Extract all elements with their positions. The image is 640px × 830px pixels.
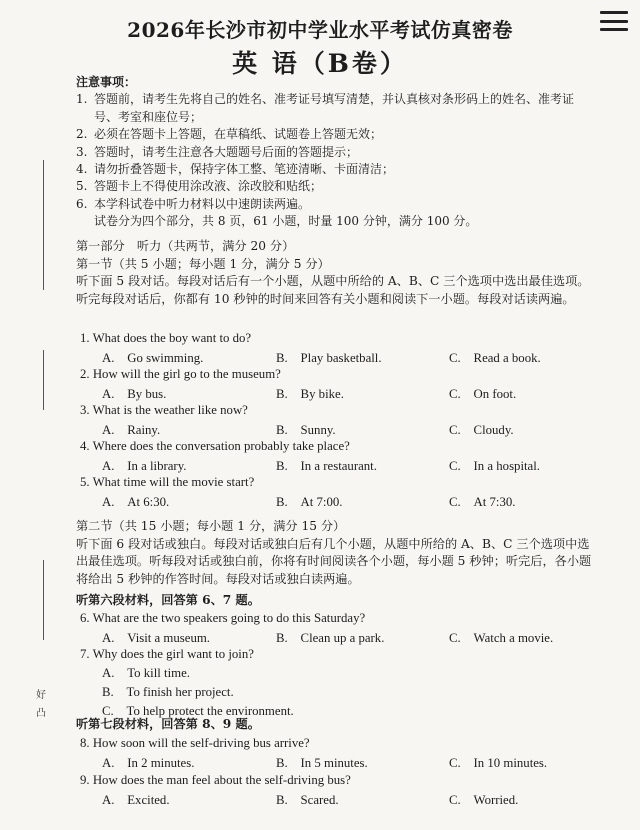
option-c[interactable]: C. Read a book. <box>449 351 541 365</box>
question-options <box>80 386 580 403</box>
option-a[interactable]: A. To kill time. <box>102 666 190 680</box>
option-b[interactable]: B. At 7:00. <box>276 495 343 509</box>
option-c[interactable]: C. To help protect the environment. <box>102 704 294 718</box>
note-text: 必须在答题卡上答题，在草稿纸、试题卷上答题无效； <box>94 127 383 142</box>
question-options <box>80 350 580 367</box>
question-stem: 5. What time will the movie start? <box>80 475 255 489</box>
section2-title: 第二节（共 15 小题；每小题 1 分，满分 15 分） <box>76 519 346 533</box>
option-b[interactable]: B. Play basketball. <box>276 351 382 365</box>
note-item <box>76 178 591 195</box>
part1-header <box>76 238 596 308</box>
binding-mark: 凸 <box>36 708 46 719</box>
option-c[interactable]: C. Cloudy. <box>449 423 514 437</box>
question-2 <box>80 366 580 403</box>
option-a[interactable]: A. Visit a museum. <box>102 631 210 645</box>
option-a[interactable]: A. Rainy. <box>102 423 161 437</box>
option-a[interactable]: A. Go swimming. <box>102 351 204 365</box>
section2-instructions: 听下面 6 段对话或独白。每段对话或独白后有几个小题，从题中所给的 A、B、C 三个选项中选出最佳选项。听每段对话或独白前，你将有时间阅读各个小题，每小题 5 秒钟；听完后，各小题将给出 5 秒钟的作答时间。每段对话或独白读两遍。 <box>76 536 592 586</box>
note-number: 5. <box>76 179 88 194</box>
question-stem: 9. How does the man feel about the self-driving bus? <box>80 773 351 787</box>
section1-instructions: 听下面 5 段对话。每段对话后有一个小题，从题中所给的 A、B、C 三个选项中选出最佳选项。听完每段对话后，你都有 10 秒钟的时间来回答有关小题和阅读下一小题。每段对话读两遍。 <box>76 274 590 306</box>
option-c[interactable]: C. At 7:30. <box>449 495 516 509</box>
question-9 <box>80 772 580 809</box>
question-stem: 3. What is the weather like now? <box>80 403 248 417</box>
notes-block <box>76 74 591 231</box>
section1-title: 第一节（共 5 小题；每小题 1 分，满分 5 分） <box>76 256 330 271</box>
note-item <box>76 161 591 178</box>
question-stem: 7. Why does the girl want to join? <box>80 647 254 661</box>
notes-heading: 注意事项： <box>76 75 137 89</box>
option-a[interactable]: A. Excited. <box>102 793 170 807</box>
option-a[interactable]: A. By bus. <box>102 387 167 401</box>
binding-line <box>43 350 44 410</box>
option-c[interactable]: C. In a hospital. <box>449 459 540 473</box>
exam-summary: 试卷分为四个部分，共 8 页，61 小题，时量 100 分钟，满分 100 分。 <box>94 214 478 229</box>
section2-header <box>76 518 596 588</box>
option-a[interactable]: A. In a library. <box>102 459 187 473</box>
option-b[interactable]: B. Scared. <box>276 793 339 807</box>
note-text: 本学科试卷中听力材料以中速朗读两遍。 <box>94 196 311 211</box>
question-options <box>80 630 580 647</box>
note-item <box>76 126 591 143</box>
question-stem: 1. What does the boy want to do? <box>80 331 252 345</box>
binding-line <box>43 560 44 640</box>
option-b[interactable]: B. To finish her project. <box>102 685 234 699</box>
option-a[interactable]: A. At 6:30. <box>102 495 170 509</box>
question-1 <box>80 330 580 367</box>
binding-mark: 好 <box>36 690 46 701</box>
question-options <box>80 755 580 772</box>
question-options <box>80 422 580 439</box>
option-b[interactable]: B. Clean up a park. <box>276 631 385 645</box>
question-options <box>80 792 580 809</box>
question-3 <box>80 402 580 439</box>
question-stem: 2. How will the girl go to the museum? <box>80 367 281 381</box>
option-b[interactable]: B. In a restaurant. <box>276 459 377 473</box>
question-options <box>80 494 580 511</box>
note-text: 答题卡上不得使用涂改液、涂改胶和贴纸； <box>94 179 323 194</box>
question-5 <box>80 474 580 511</box>
note-number: 4. <box>76 162 88 177</box>
option-c[interactable]: C. On foot. <box>449 387 517 401</box>
binding-line <box>43 160 44 290</box>
material-6-heading: 听第六段材料，回答第 6、7 题。 <box>76 593 260 607</box>
question-6 <box>80 610 580 647</box>
question-7 <box>80 646 580 720</box>
option-a[interactable]: A. In 2 minutes. <box>102 756 195 770</box>
question-stem: 6. What are the two speakers going to do this Saturday? <box>80 611 366 625</box>
note-item <box>76 196 591 213</box>
option-b[interactable]: B. In 5 minutes. <box>276 756 368 770</box>
question-4 <box>80 438 580 475</box>
option-c[interactable]: C. Watch a movie. <box>449 631 554 645</box>
note-number: 3. <box>76 144 88 159</box>
question-options <box>80 458 580 475</box>
note-text: 答题前，请考生先将自己的姓名、准考证号填写清楚，并认真核对条形码上的姓名、准考证号、考室和座位号； <box>94 92 575 124</box>
material-7-heading: 听第七段材料，回答第 8、9 题。 <box>76 717 260 731</box>
part1-title: 第一部分 听力（共两节，满分 20 分） <box>76 239 295 253</box>
note-number: 1. <box>76 92 88 107</box>
exam-title: 2026年长沙市初中学业水平考试仿真密卷 <box>127 18 513 42</box>
question-stem: 8. How soon will the self-driving bus arrive? <box>80 736 310 750</box>
note-item <box>76 144 591 161</box>
note-number: 6. <box>76 196 88 211</box>
question-stem: 4. Where does the conversation probably take place? <box>80 439 350 453</box>
note-item <box>76 91 591 126</box>
option-c[interactable]: C. In 10 minutes. <box>449 756 548 770</box>
note-text: 答题时，请考生注意各大题题号后面的答题提示； <box>94 144 359 159</box>
question-8 <box>80 735 580 772</box>
option-b[interactable]: B. Sunny. <box>276 423 336 437</box>
note-text: 请勿折叠答题卡，保持字体工整、笔迹清晰、卡面清洁； <box>94 162 395 177</box>
note-number: 2. <box>76 127 88 142</box>
option-c[interactable]: C. Worried. <box>449 793 519 807</box>
option-b[interactable]: B. By bike. <box>276 387 344 401</box>
exam-subject: 英 语（B卷） <box>232 49 408 78</box>
